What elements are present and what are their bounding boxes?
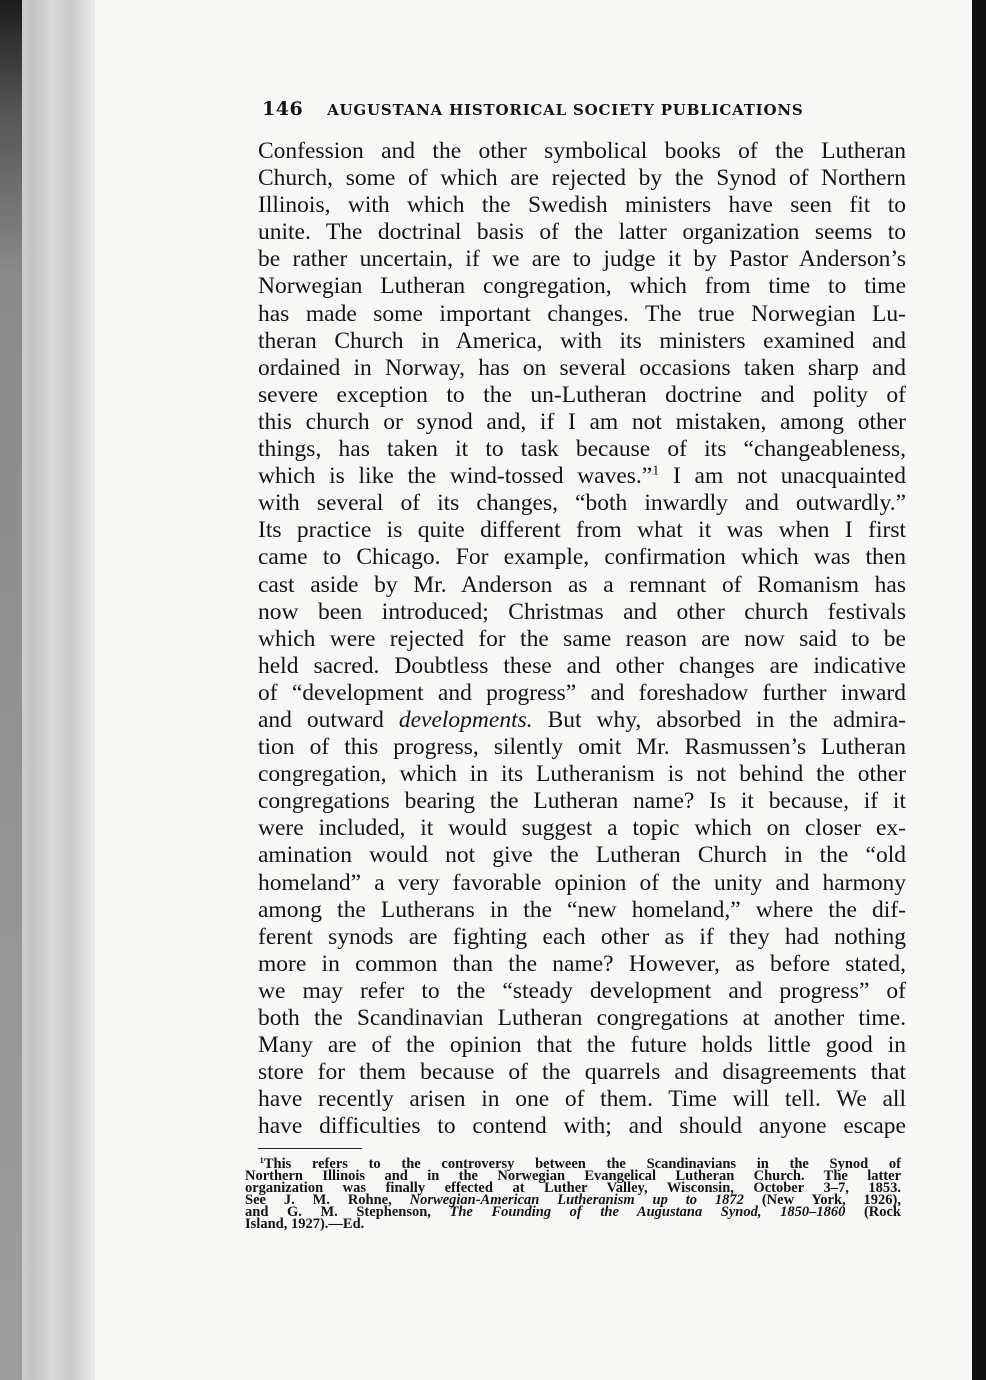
text-line: have recently arisen in one of them. Time will tell. We all [258, 1086, 906, 1113]
text-segment: and G. M. Stephenson, [245, 1204, 431, 1220]
text-line: Norwegian Lutheran congregation, which from time to time [258, 273, 906, 300]
text-segment: But why, absorbed in the admira- [547, 706, 906, 733]
text-line: Its practice is quite different from what it was when I first [258, 517, 906, 544]
text-line: be rather uncertain, if we are to judge it by Pastor Anderson’s [258, 246, 906, 273]
footnote-line: Island, 1927).—Ed. [245, 1216, 365, 1232]
italic-title: The Founding of the Augustana Synod, 1850–1860 [449, 1204, 846, 1220]
text-segment: which is like the wind-tossed waves.” [258, 463, 653, 490]
text-line: have difficulties to contend with; and should anyone escape [258, 1113, 906, 1140]
italic-word: developments. [398, 706, 533, 733]
text-segment: (Rock [863, 1204, 901, 1220]
text-line: theran Church in America, with its ministers examined and [258, 327, 906, 354]
text-line: cast aside by Mr. Anderson as a remnant of Romanism has [258, 571, 906, 598]
text-line: has made some important changes. The true Norwegian Lu- [258, 300, 906, 327]
footnote-reference[interactable]: 1 [652, 462, 660, 479]
text-line: congregations bearing the Lutheran name? Is it because, if it [258, 788, 906, 815]
text-line: homeland” a very favorable opinion of the unity and harmony [258, 869, 906, 896]
text-segment: (New York, 1926), [761, 1192, 901, 1208]
text-line: among the Lutherans in the “new homeland,” where the dif- [258, 896, 906, 923]
text-line: of “development and progress” and foreshadow further inward [258, 679, 906, 706]
text-line: amination would not give the Lutheran Church in the “old [258, 842, 906, 869]
text-line: we may refer to the “steady development and progress” of [258, 977, 906, 1004]
italic-title: Norwegian-American Lutheranism up to 1872 [409, 1192, 744, 1208]
text-line-with-italic [258, 707, 906, 734]
text-line: ordained in Norway, has on several occasions taken sharp and [258, 354, 906, 381]
text-line: tion of this progress, silently omit Mr. Rasmussen’s Lutheran [258, 734, 906, 761]
text-line: severe exception to the un-Lutheran doctrine and polity of [258, 381, 906, 408]
text-line: both the Scandinavian Lutheran congregations at another time. [258, 1005, 906, 1031]
text-line: this church or synod and, if I am not mistaken, among other [258, 408, 906, 435]
text-line: more in common than the name? However, as before stated, [258, 950, 906, 977]
footnote [245, 1154, 901, 1232]
running-title: AUGUSTANA HISTORICAL SOCIETY PUBLICATIONS [327, 101, 804, 119]
text-line: things, has taken it to task because of its “changeableness, [258, 436, 906, 463]
text-line: now been introduced; Christmas and other church festivals [258, 598, 906, 625]
text-line: were included, it would suggest a topic which on closer ex- [258, 815, 906, 842]
footnote-marker: 1 [259, 1154, 264, 1165]
text-line: unite. The doctrinal basis of the latter organization seems to [258, 219, 906, 246]
text-line: held sacred. Doubtless these and other changes are indicative [258, 652, 906, 679]
text-line: Confession and the other symbolical books of the Lutheran [258, 138, 906, 164]
footnote-line: Northern Illinois and in the Norwegian Evangelical Lutheran Church. The latter [245, 1168, 901, 1184]
text-segment: See J. M. Rohne, [245, 1192, 392, 1208]
text-line: congregation, which in its Lutheranism is not behind the other [258, 761, 906, 788]
footnote-line: organization was finally effected at Luther Valley, Wisconsin, October 3–7, 1853. [245, 1180, 901, 1196]
text-line: Illinois, with which the Swedish ministers have seen fit to [258, 192, 906, 219]
text-line: came to Chicago. For example, confirmation which was then [258, 544, 906, 571]
text-line: Many are of the opinion that the future holds little good in [258, 1032, 906, 1059]
text-segment: This refers to the controversy between the Scandinavians in the Synod of [263, 1156, 901, 1172]
text-line: ferent synods are fighting each other as if they had nothing [258, 923, 906, 950]
text-line-with-footnote-ref [258, 463, 906, 490]
text-line: which were rejected for the same reason are now said to be [258, 625, 906, 652]
text-segment: and outward [258, 706, 384, 733]
body-text [258, 138, 906, 1140]
book-spine-edge [0, 0, 22, 1380]
text-segment: I am not unacquainted [673, 463, 906, 490]
text-line: store for them because of the quarrels and disagreements that [258, 1059, 906, 1086]
footnote-divider [258, 1148, 362, 1149]
page-right-edge [972, 0, 986, 1380]
text-line: Church, some of which are rejected by the Synod of Northern [258, 165, 906, 192]
page-number: 146 [262, 98, 304, 120]
running-header [262, 98, 902, 120]
text-line: with several of its changes, “both inwardly and outwardly.” [258, 490, 906, 517]
